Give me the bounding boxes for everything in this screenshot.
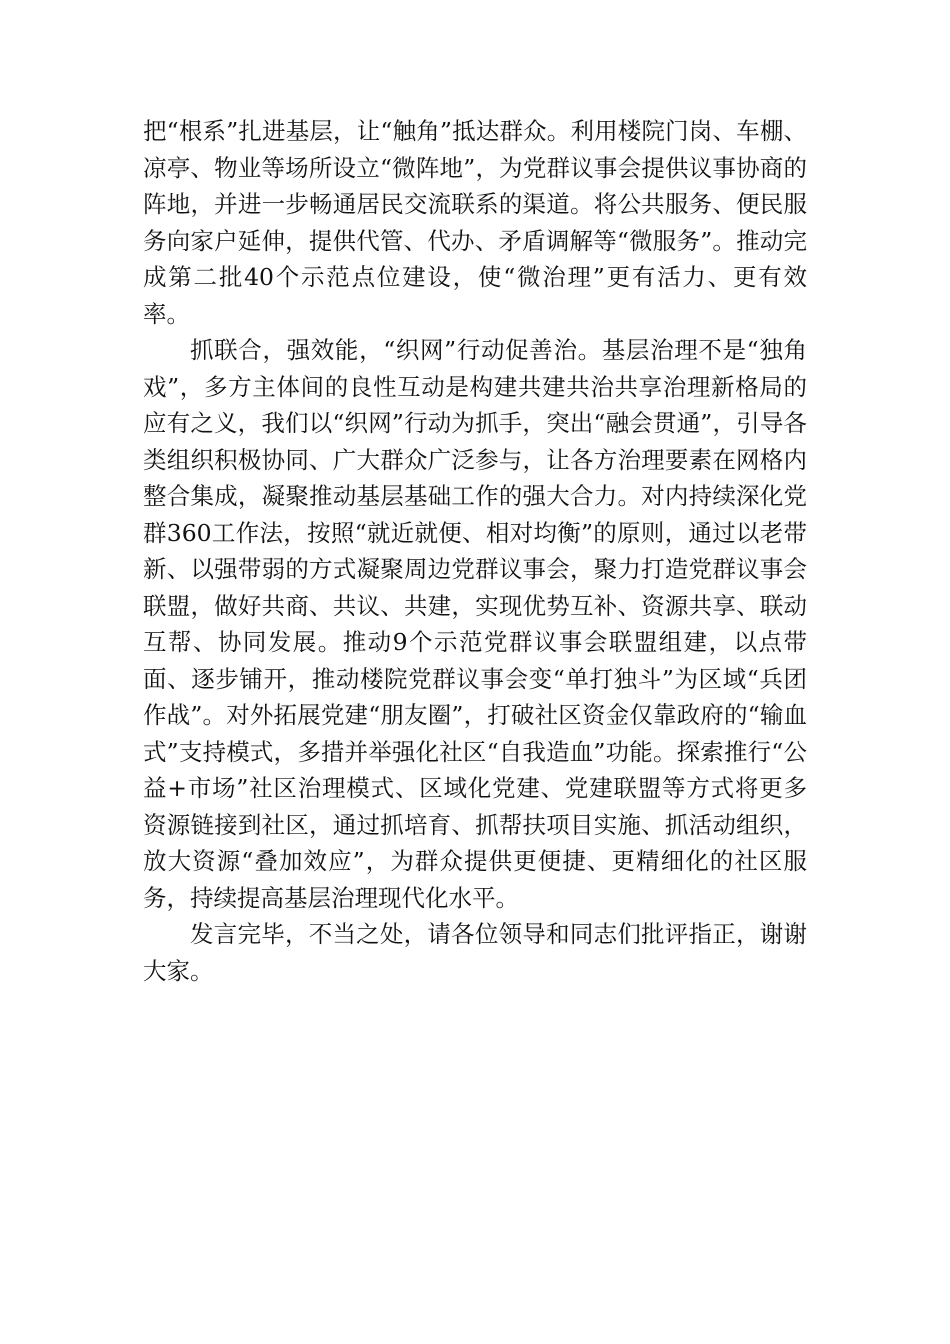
document-body: [143, 113, 807, 989]
paragraph-weaving-net: 抓联合，强效能，“织网”行动促善治。基层治理不是“独角戏”，多方主体间的良性互动是构建共建共治共享治理新格局的应有之义，我们以“织网”行动为抓手，突出“融会贯通”，引导各类组织积极协同、广大群众广泛参与，让各方治理要素在网格内整合集成，凝聚推动基层基础工作的强大合力。对内持续深化党群360工作法，按照“就近就便、相对均衡”的原则，通过以老带新、以强带弱的方式凝聚周边党群议事会，聚力打造党群议事会联盟，做好共商、共议、共建，实现优势互补、资源共享、联动互帮、协同发展。推动9个示范党群议事会联盟组建，以点带面、逐步铺开，推动楼院党群议事会变“单打独斗”为区域“兵团作战”。对外拓展党建“朋友圈”，打破社区资金仅靠政府的“输血式”支持模式，多措并举强化社区“自我造血”功能。探索推行“公益+市场”社区治理模式、区域化党建、党建联盟等方式将更多资源链接到社区，通过抓培育、抓帮扶项目实施、抓活动组织，放大资源“叠加效应”，为群众提供更便捷、更精细化的社区服务，持续提高基层治理现代化水平。: [143, 336, 807, 912]
paragraph-closing-remarks: 发言完毕，不当之处，请各位领导和同志们批评指正，谢谢大家。: [143, 920, 807, 985]
paragraph-root-system: 把“根系”扎进基层，让“触角”抵达群众。利用楼院门岗、车棚、凉亭、物业等场所设立“微阵地”，为党群议事会提供议事协商的阵地，并进一步畅通居民交流联系的渠道。将公共服务、便民服务向家户延伸，提供代管、代办、矛盾调解等“微服务”。推动完成第二批40个示范点位建设，使“微治理”更有活力、更有效率。: [143, 117, 807, 328]
